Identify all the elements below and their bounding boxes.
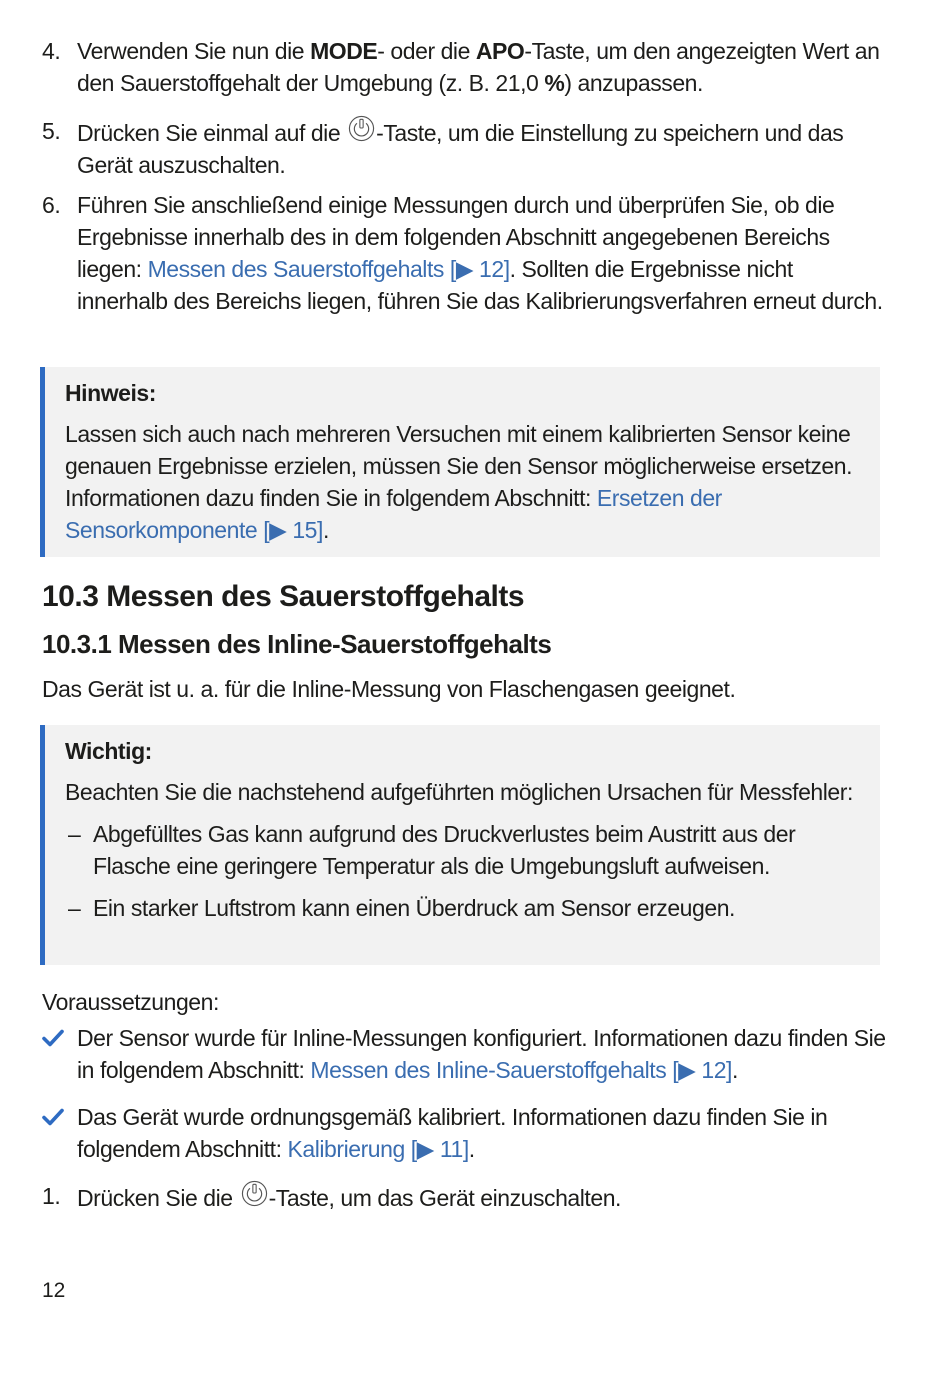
important-list-item: – Abgefülltes Gas kann aufgrund des Druckverlustes beim Austritt aus der Flasche eine geringere Temperatur als die Umgebungsluft aufweisen. bbox=[65, 818, 864, 882]
subsection-heading: 10.3.1 Messen des Inline-Sauerstoffgehalts bbox=[42, 629, 552, 659]
intro-paragraph: Das Gerät ist u. a. für die Inline-Messung von Flaschengasen geeignet. bbox=[42, 676, 736, 702]
apo-key-label: APO bbox=[475, 38, 525, 64]
step-5 bbox=[42, 115, 887, 181]
page-number: 12 bbox=[42, 1279, 66, 1302]
checkmark-icon bbox=[42, 1029, 64, 1047]
step-text: Verwenden Sie nun die MODE- oder die APO-Taste, um den angezeigten Wert an den Sauerstoffgehalt der Umgebung (z. B. 21,0 %) anzupassen. bbox=[77, 38, 880, 96]
step-text: Führen Sie anschließend einige Messungen durch und überprüfen Sie, ob die Ergebnisse innerhalb des in dem folgenden Abschnitt angegebenen Bereichs liegen: Messen des Sauerstoffgehalts [▶ 12]. Sollten die Ergebnisse nicht innerhalb des Bereichs liegen, führen Sie das Kalibrierungsverfahren erneut durch. bbox=[77, 192, 883, 314]
prerequisite-item: Der Sensor wurde für Inline-Messungen konfiguriert. Informationen dazu finden Sie in folgendem Abschnitt: Messen des Inline-Sauerstoffgehalts [▶ 12]. bbox=[42, 1022, 887, 1086]
power-button-icon bbox=[348, 115, 375, 142]
link-kalibrierung[interactable]: Kalibrierung [▶ 11] bbox=[287, 1136, 469, 1162]
step-number: 6. bbox=[42, 192, 61, 218]
link-messen-sauerstoffgehalt[interactable]: Messen des Sauerstoffgehalts [▶ 12] bbox=[147, 256, 510, 282]
step-number: 5. bbox=[42, 118, 61, 144]
note-text: Lassen sich auch nach mehreren Versuchen mit einem kalibrierten Sensor keine genauen Ergebnisse erzielen, müssen Sie den Sensor möglicherweise ersetzen. Informationen dazu finden Sie in folgendem Abschnitt: Ersetzen der Sensorkomponente [▶ 15]. bbox=[65, 421, 853, 543]
step-text: Drücken Sie die -Taste, um das Gerät einzuschalten. bbox=[77, 1180, 887, 1214]
note-title: Hinweis: bbox=[65, 380, 156, 406]
dash-marker: – bbox=[68, 895, 81, 921]
prerequisite-item: Das Gerät wurde ordnungsgemäß kalibriert. Informationen dazu finden Sie in folgendem Abschnitt: Kalibrierung [▶ 11]. bbox=[42, 1101, 887, 1165]
important-title: Wichtig: bbox=[65, 738, 152, 764]
step-text: Drücken Sie einmal auf die -Taste, um die Einstellung zu speichern und das Gerät auszuschalten. bbox=[77, 115, 887, 181]
dash-marker: – bbox=[68, 821, 81, 847]
link-messen-inline-sauerstoffgehalt[interactable]: Messen des Inline-Sauerstoffgehalts [▶ 12] bbox=[310, 1057, 732, 1083]
mode-key-label: MODE bbox=[310, 38, 378, 64]
step-number: 4. bbox=[42, 38, 61, 64]
note-callout bbox=[40, 367, 880, 557]
step-6 bbox=[42, 189, 887, 317]
step-4 bbox=[42, 35, 887, 99]
prerequisites-label: Voraussetzungen: bbox=[42, 989, 219, 1015]
power-button-icon bbox=[241, 1180, 268, 1207]
step-number: 1. bbox=[42, 1183, 61, 1209]
section-heading: 10.3 Messen des Sauerstoffgehalts bbox=[42, 580, 525, 613]
step-1 bbox=[42, 1180, 887, 1214]
important-text: Beachten Sie die nachstehend aufgeführten möglichen Ursachen für Messfehler: bbox=[65, 779, 853, 805]
checkmark-icon bbox=[42, 1108, 64, 1126]
link-ersetzen-sensorkomponente[interactable]: Ersetzen der Sensorkomponente [▶ 15] bbox=[65, 485, 722, 543]
important-list-item: – Ein starker Luftstrom kann einen Überdruck am Sensor erzeugen. bbox=[65, 892, 864, 924]
important-callout bbox=[40, 725, 880, 965]
